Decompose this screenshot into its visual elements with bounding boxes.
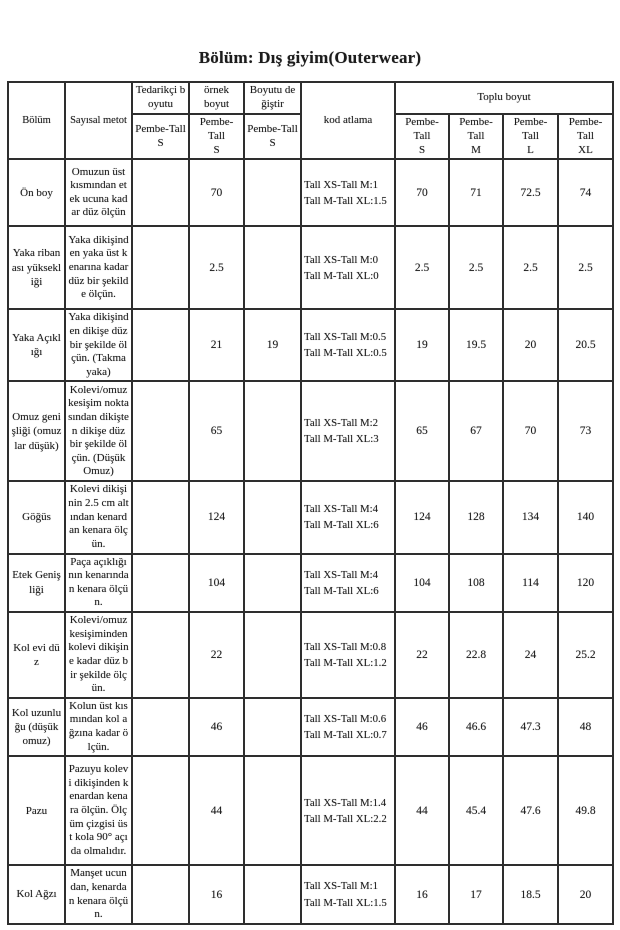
cell-code-skip (301, 756, 395, 865)
cell-bolum: Kol Ağzı (8, 865, 65, 924)
subheader-size: S (418, 143, 426, 156)
cell-toplu-s: 2.5 (395, 226, 449, 309)
cell-toplu-l: 2.5 (503, 226, 558, 309)
cell-toplu-xl: 49.8 (558, 756, 613, 865)
code-skip-line-1: Tall XS-Tall M:1 (304, 880, 379, 893)
subheader-degistir-pembe-tall-s (244, 114, 301, 159)
cell-bolum: Kol uzunluğu (düşük omuz) (8, 698, 65, 757)
subheader-size: M (471, 143, 481, 156)
cell-size-change (244, 698, 301, 757)
cell-code-skip (301, 226, 395, 309)
cell-sample-size: 46 (189, 698, 244, 757)
subheader-brand: Pembe-Tall (405, 116, 439, 142)
code-skip-line-1: Tall XS-Tall M:1.4 (304, 796, 387, 809)
cell-toplu-m: 22.8 (449, 612, 503, 698)
subheader-brand: Pembe-Tall (568, 116, 603, 142)
code-skip-line-2: Tall M-Tall XL:1.5 (304, 896, 387, 909)
cell-toplu-m: 17 (449, 865, 503, 924)
table-row (8, 159, 613, 226)
table-row (8, 756, 613, 865)
cell-toplu-xl: 2.5 (558, 226, 613, 309)
table-row (8, 698, 613, 757)
cell-supplier-size (132, 159, 189, 226)
subheader-tedarikci-pembe-tall-s (132, 114, 189, 159)
cell-method: Kolevi/omuz kesişim noktasından dikişten dikişe düz bir şekilde ölçün. (Düşük Omuz) (65, 381, 132, 481)
code-skip-line-1: Tall XS-Tall M:1 (304, 178, 379, 191)
cell-sample-size: 2.5 (189, 226, 244, 309)
code-skip-line-1: Tall XS-Tall M:4 (304, 503, 379, 516)
cell-bolum: Göğüs (8, 481, 65, 553)
cell-method: Kolun üst kısmından kol ağzına kadar ölçün. (65, 698, 132, 757)
cell-method: Manşet ucundan, kenardan kenara ölçün. (65, 865, 132, 924)
header-row-top (8, 82, 613, 114)
cell-toplu-l: 20 (503, 309, 558, 381)
cell-supplier-size (132, 698, 189, 757)
cell-supplier-size (132, 756, 189, 865)
cell-toplu-s: 104 (395, 554, 449, 613)
cell-toplu-xl: 140 (558, 481, 613, 553)
cell-toplu-s: 46 (395, 698, 449, 757)
subheader-brand: Pembe-Tall (199, 116, 234, 142)
table-row (8, 481, 613, 553)
cell-size-change (244, 226, 301, 309)
col-header-ornek-boyut: örnek boyut (189, 82, 244, 114)
cell-toplu-l: 70 (503, 381, 558, 481)
cell-sample-size: 16 (189, 865, 244, 924)
col-header-tedarikci-boyutu: Tedarikçi boyutu (132, 82, 189, 114)
cell-sample-size: 104 (189, 554, 244, 613)
cell-toplu-l: 114 (503, 554, 558, 613)
cell-toplu-xl: 73 (558, 381, 613, 481)
cell-size-change (244, 159, 301, 226)
code-skip-line-1: Tall XS-Tall M:0.5 (304, 331, 387, 344)
cell-toplu-s: 124 (395, 481, 449, 553)
col-header-boyutu-degistir: Boyutu değiştir (244, 82, 301, 114)
cell-size-change (244, 756, 301, 865)
cell-toplu-l: 47.6 (503, 756, 558, 865)
col-header-bolum: Bölüm (8, 82, 65, 159)
cell-size-change: 19 (244, 309, 301, 381)
table-row (8, 226, 613, 309)
cell-toplu-s: 22 (395, 612, 449, 698)
cell-toplu-s: 44 (395, 756, 449, 865)
cell-supplier-size (132, 554, 189, 613)
cell-sample-size: 70 (189, 159, 244, 226)
cell-code-skip (301, 381, 395, 481)
cell-toplu-l: 18.5 (503, 865, 558, 924)
cell-method: Kolevi/omuz kesişiminden kolevi dikişine kadar düz bir şekilde ölçün. (65, 612, 132, 698)
cell-toplu-m: 46.6 (449, 698, 503, 757)
cell-sample-size: 65 (189, 381, 244, 481)
cell-size-change (244, 381, 301, 481)
cell-method: Yaka dikişinden yaka üst kenarına kadar düz bir şekilde ölçün. (65, 226, 132, 309)
cell-toplu-s: 16 (395, 865, 449, 924)
code-skip-line-2: Tall M-Tall XL:6 (304, 519, 379, 532)
cell-toplu-m: 2.5 (449, 226, 503, 309)
subheader-size: S (157, 136, 164, 149)
cell-size-change (244, 481, 301, 553)
cell-code-skip (301, 865, 395, 924)
cell-bolum: Ön boy (8, 159, 65, 226)
cell-supplier-size (132, 612, 189, 698)
subheader-toplu-pembe-tall-xl (558, 114, 613, 159)
cell-toplu-xl: 20.5 (558, 309, 613, 381)
col-header-sayisal-metot: Sayısal metot (65, 82, 132, 159)
cell-method: Paça açıklığının kenarından kenara ölçün. (65, 554, 132, 613)
code-skip-line-1: Tall XS-Tall M:0 (304, 253, 379, 266)
code-skip-line-2: Tall M-Tall XL:0.7 (304, 729, 387, 741)
table-row (8, 554, 613, 613)
cell-toplu-xl: 20 (558, 865, 613, 924)
cell-toplu-l: 24 (503, 612, 558, 698)
page-title: Bölüm: Dış giyim(Outerwear) (198, 48, 422, 67)
cell-supplier-size (132, 309, 189, 381)
cell-code-skip (301, 554, 395, 613)
cell-toplu-m: 108 (449, 554, 503, 613)
cell-bolum: Yaka ribanası yüksekliği (8, 226, 65, 309)
table-row (8, 309, 613, 381)
subheader-brand: Pembe-Tall (247, 122, 298, 135)
cell-sample-size: 22 (189, 612, 244, 698)
subheader-size: S (269, 136, 276, 149)
cell-toplu-xl: 25.2 (558, 612, 613, 698)
subheader-ornek-pembe-tall-s (189, 114, 244, 159)
table-row (8, 865, 613, 924)
cell-supplier-size (132, 481, 189, 553)
subheader-size: L (527, 143, 534, 156)
cell-size-change (244, 865, 301, 924)
cell-supplier-size (132, 381, 189, 481)
code-skip-line-1: Tall XS-Tall M:0.8 (304, 640, 387, 653)
cell-bolum: Yaka Açıklığı (8, 309, 65, 381)
cell-toplu-m: 45.4 (449, 756, 503, 865)
size-spec-table (7, 81, 614, 925)
subheader-size: S (213, 143, 220, 156)
cell-toplu-l: 47.3 (503, 698, 558, 757)
table-row (8, 612, 613, 698)
cell-size-change (244, 554, 301, 613)
cell-code-skip (301, 159, 395, 226)
cell-bolum: Pazu (8, 756, 65, 865)
cell-toplu-l: 134 (503, 481, 558, 553)
cell-method: Pazuyu kolevi dikişinden kenardan kenara ölçün. Ölçüm çizgisi üst kola 90° açıda olmalıdır. (65, 756, 132, 865)
cell-code-skip (301, 309, 395, 381)
code-skip-line-2: Tall M-Tall XL:2.2 (304, 812, 387, 825)
cell-code-skip (301, 612, 395, 698)
cell-toplu-s: 70 (395, 159, 449, 226)
cell-sample-size: 21 (189, 309, 244, 381)
col-header-kod-atlama: kod atlama (301, 82, 395, 159)
subheader-brand: Pembe-Tall (459, 116, 493, 142)
subheader-size: XL (578, 143, 593, 156)
subheader-brand: Pembe-Tall (513, 116, 548, 142)
code-skip-line-2: Tall M-Tall XL:0.5 (304, 347, 387, 360)
cell-toplu-xl: 48 (558, 698, 613, 757)
code-skip-line-2: Tall M-Tall XL:6 (304, 584, 379, 597)
cell-code-skip (301, 698, 395, 757)
code-skip-line-1: Tall XS-Tall M:0.6 (304, 712, 387, 725)
col-header-toplu-boyut: Toplu boyut (395, 82, 613, 114)
table-header (8, 82, 613, 159)
cell-toplu-m: 67 (449, 381, 503, 481)
cell-toplu-s: 65 (395, 381, 449, 481)
code-skip-line-2: Tall M-Tall XL:1.2 (304, 656, 387, 669)
table-row (8, 381, 613, 481)
code-skip-line-2: Tall M-Tall XL:0 (304, 269, 379, 282)
cell-code-skip (301, 481, 395, 553)
cell-method: Kolevi dikişinin 2.5 cm altından kenardan kenara ölçün. (65, 481, 132, 553)
cell-bolum: Etek Genişliği (8, 554, 65, 613)
cell-toplu-xl: 74 (558, 159, 613, 226)
cell-bolum: Omuz genişliği (omuzlar düşük) (8, 381, 65, 481)
cell-toplu-xl: 120 (558, 554, 613, 613)
subheader-toplu-pembe-tall-s (395, 114, 449, 159)
code-skip-line-1: Tall XS-Tall M:2 (304, 417, 379, 430)
cell-method: Omuzun üst kısmından etek ucuna kadar düz ölçün (65, 159, 132, 226)
subheader-toplu-pembe-tall-l (503, 114, 558, 159)
subheader-toplu-pembe-tall-m (449, 114, 503, 159)
cell-sample-size: 124 (189, 481, 244, 553)
cell-sample-size: 44 (189, 756, 244, 865)
cell-size-change (244, 612, 301, 698)
cell-toplu-l: 72.5 (503, 159, 558, 226)
cell-bolum: Kol evi düz (8, 612, 65, 698)
code-skip-line-2: Tall M-Tall XL:1.5 (304, 194, 387, 207)
code-skip-line-2: Tall M-Tall XL:3 (304, 433, 379, 446)
cell-supplier-size (132, 865, 189, 924)
cell-toplu-s: 19 (395, 309, 449, 381)
subheader-brand: Pembe-Tall (135, 122, 186, 135)
code-skip-line-1: Tall XS-Tall M:4 (304, 568, 379, 581)
cell-toplu-m: 71 (449, 159, 503, 226)
cell-method: Yaka dikişinden dikişe düz bir şekilde ölçün. (Takma yaka) (65, 309, 132, 381)
table-body (8, 159, 613, 924)
cell-toplu-m: 19.5 (449, 309, 503, 381)
cell-toplu-m: 128 (449, 481, 503, 553)
cell-supplier-size (132, 226, 189, 309)
